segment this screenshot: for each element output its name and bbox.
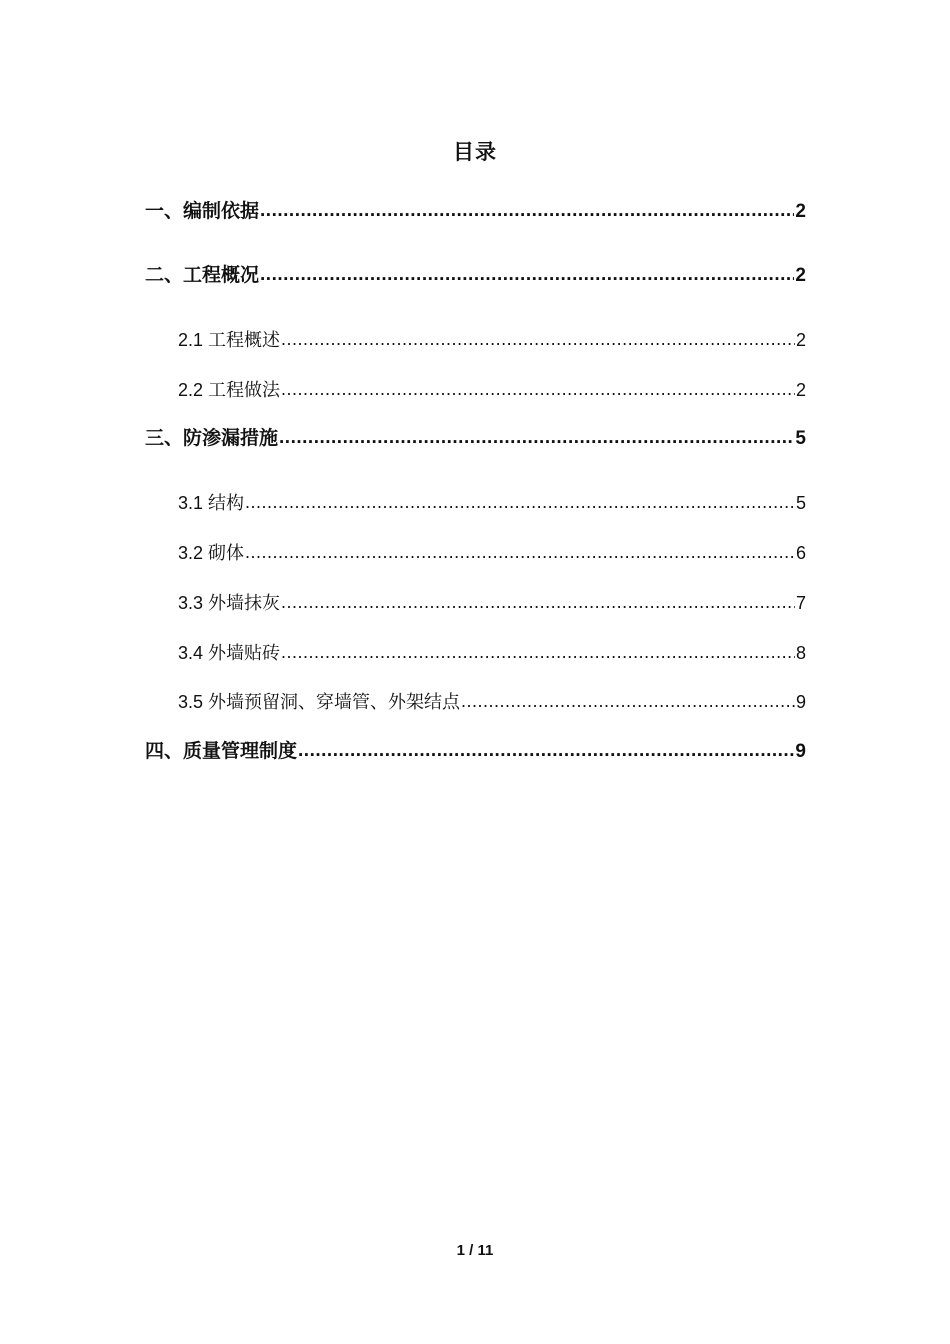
toc-entry-text: 一、编制依据 xyxy=(145,201,260,222)
toc-entry-text: 3.5 外墙预留洞、穿墙管、外架结点 xyxy=(178,692,461,712)
toc-page-number: 2 xyxy=(795,265,806,286)
toc-page-number: 8 xyxy=(795,643,806,663)
toc-leader-dots xyxy=(245,539,795,565)
toc-page-number: 9 xyxy=(795,741,806,762)
toc-leader-dots xyxy=(260,262,794,288)
toc-leader-dots xyxy=(461,688,795,714)
toc-entry-section-3[interactable] xyxy=(145,426,806,452)
toc-leader-dots xyxy=(260,198,794,224)
toc-leader-dots xyxy=(281,376,795,402)
toc-leader-dots xyxy=(281,589,795,615)
toc-entry-section-3-5[interactable] xyxy=(178,689,806,715)
toc-entry-section-3-3[interactable] xyxy=(178,590,806,616)
toc-page-number: 5 xyxy=(795,428,806,449)
toc-entry-section-2[interactable] xyxy=(145,263,806,289)
toc-entry-text: 3.4 外墙贴砖 xyxy=(178,643,281,663)
toc-page-number: 9 xyxy=(795,692,806,712)
toc-leader-dots xyxy=(245,489,795,515)
page-footer-indicator: 1 / 11 xyxy=(456,1242,494,1259)
toc-page-number: 2 xyxy=(795,380,806,400)
toc-page-number: 2 xyxy=(795,330,806,350)
toc-title: 目录 xyxy=(453,141,497,164)
toc-entry-section-2-2[interactable] xyxy=(178,377,806,403)
toc-entry-text: 二、工程概况 xyxy=(145,265,260,286)
toc-entry-section-4[interactable] xyxy=(145,739,806,765)
toc-leader-dots xyxy=(281,326,795,352)
toc-entry-section-1[interactable] xyxy=(145,199,806,225)
toc-page-number: 5 xyxy=(795,493,806,513)
toc-leader-dots xyxy=(279,425,794,451)
toc-leader-dots xyxy=(281,639,795,665)
toc-entry-section-3-1[interactable] xyxy=(178,490,806,516)
toc-entry-section-3-4[interactable] xyxy=(178,640,806,666)
toc-page-number: 7 xyxy=(795,593,806,613)
toc-entry-section-2-1[interactable] xyxy=(178,327,806,353)
toc-leader-dots xyxy=(298,738,794,764)
toc-entry-text: 2.2 工程做法 xyxy=(178,380,281,400)
toc-entry-section-3-2[interactable] xyxy=(178,540,806,566)
toc-page-number: 6 xyxy=(795,543,806,563)
toc-page-number: 2 xyxy=(795,201,806,222)
toc-entry-text: 3.2 砌体 xyxy=(178,543,245,563)
toc-entry-text: 四、质量管理制度 xyxy=(145,741,298,762)
toc-entry-text: 三、防渗漏措施 xyxy=(145,428,279,449)
toc-entry-text: 3.3 外墙抹灰 xyxy=(178,593,281,613)
toc-entry-text: 3.1 结构 xyxy=(178,493,245,513)
toc-entry-text: 2.1 工程概述 xyxy=(178,330,281,350)
